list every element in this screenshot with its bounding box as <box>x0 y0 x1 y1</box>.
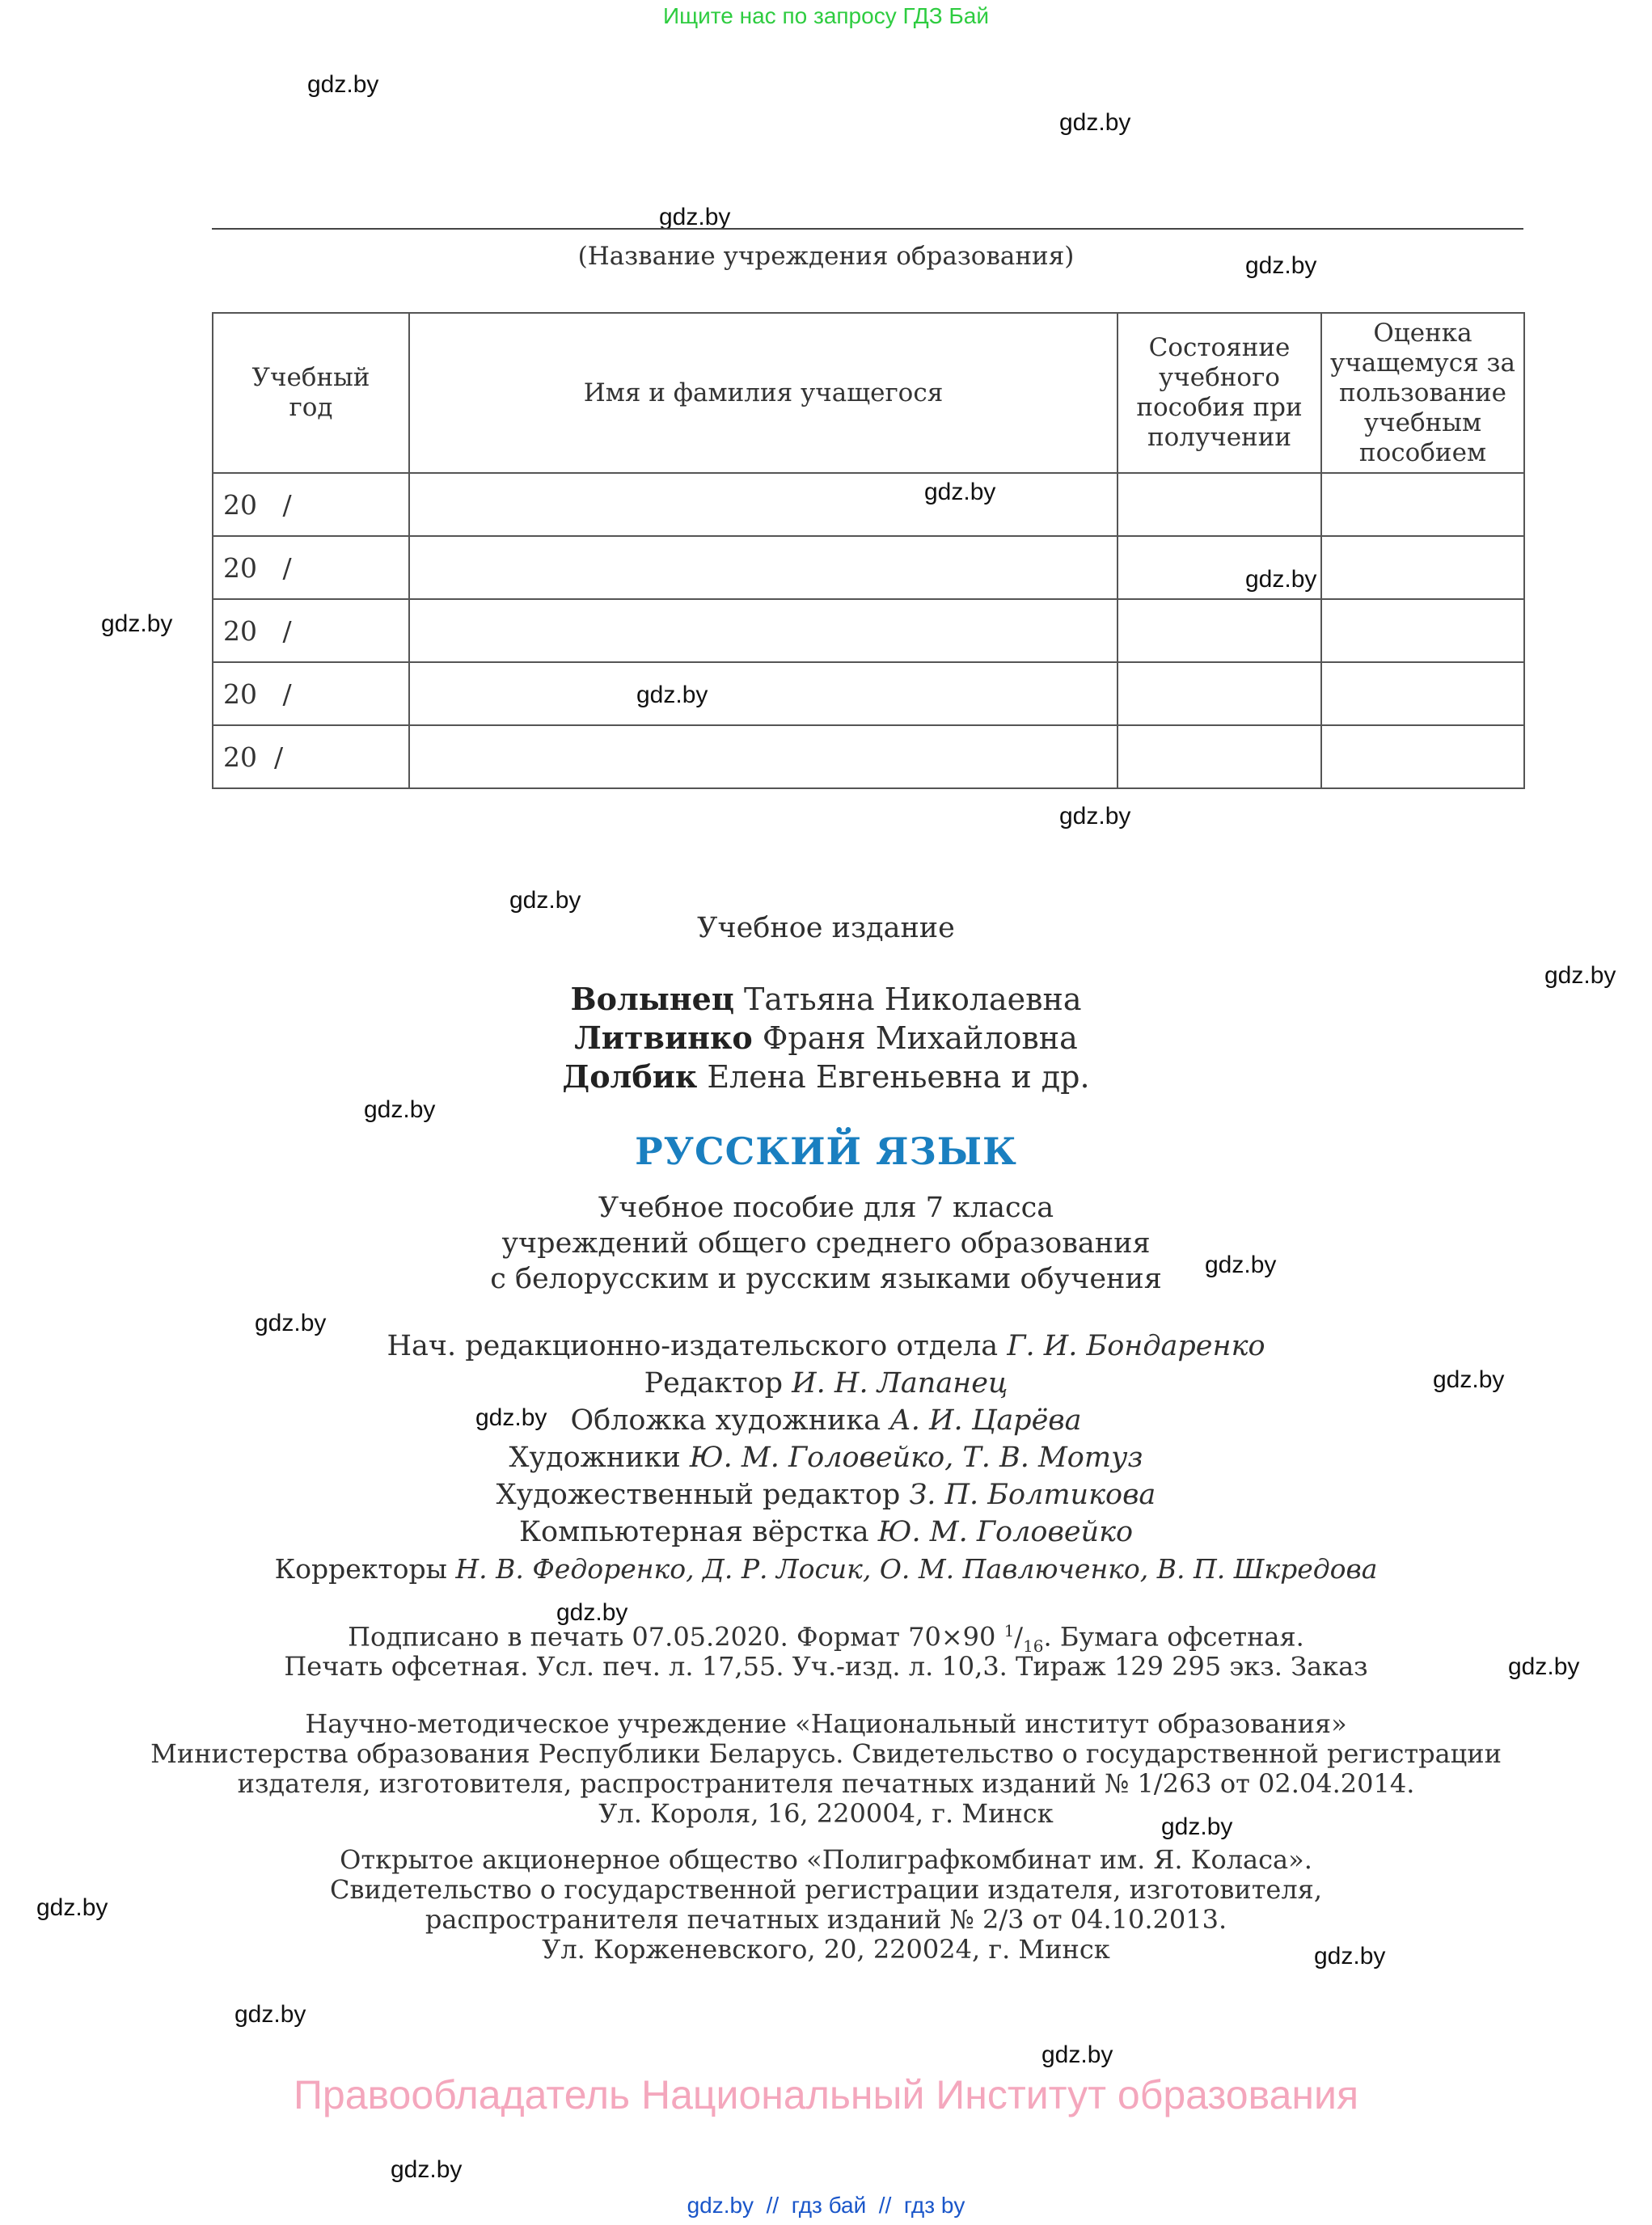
watermark: gdz.by <box>101 610 173 637</box>
student-cell <box>409 536 1118 599</box>
staff-role: Обложка художника <box>570 1404 881 1437</box>
author-surname: Литвинко <box>574 1020 753 1056</box>
watermark: gdz.by <box>1041 2041 1113 2068</box>
watermark: gdz.by <box>1205 1252 1277 1278</box>
grade-cell <box>1321 662 1524 725</box>
student-cell <box>409 473 1118 536</box>
watermark: gdz.by <box>1433 1366 1505 1393</box>
table-row <box>213 662 1524 725</box>
book-title: РУССКИЙ ЯЗЫК <box>635 1129 1017 1173</box>
institution-name-line <box>212 228 1523 230</box>
year-cell: 20 / <box>213 599 409 662</box>
year-cell: 20 / <box>213 473 409 536</box>
footer-links[interactable]: gdz.by // гдз бай // гдз by <box>687 2193 965 2218</box>
header-year: Учебный год <box>213 313 409 473</box>
paper-type: . Бумага офсетная. <box>1043 1621 1304 1653</box>
print-info-line: Печать офсетная. Усл. печ. л. 17,55. Уч.-изд. л. 10,3. Тираж 129 295 экз. Заказ <box>284 1651 1368 1682</box>
staff-person: Г. И. Бондаренко <box>1007 1330 1265 1362</box>
subtitle-line: Учебное пособие для 7 класса <box>598 1192 1054 1224</box>
watermark: gdz.by <box>1544 962 1616 989</box>
publisher-line: Научно-методическое учреждение «Национальный институт образования» <box>305 1708 1347 1739</box>
format-fraction-denominator: 16 <box>1023 1636 1044 1657</box>
staff-role: Компьютерная вёрстка <box>518 1516 869 1548</box>
watermark: gdz.by <box>234 2001 306 2028</box>
watermark: gdz.by <box>1245 566 1317 593</box>
condition-cell <box>1118 725 1321 788</box>
publisher-line: Министерства образования Республики Беларусь. Свидетельство о государственной регистрации <box>150 1738 1502 1769</box>
table-row <box>213 473 1524 536</box>
subtitle-line: учреждений общего среднего образования <box>501 1227 1151 1260</box>
watermark: gdz.by <box>364 1096 436 1123</box>
condition-cell <box>1118 536 1321 599</box>
staff-person: Ю. М. Головейко, Т. В. Мотуз <box>689 1442 1143 1474</box>
publisher-line: издателя, изготовителя, распространителя печатных изданий № 1/263 от 02.04.2014. <box>237 1768 1415 1799</box>
print-format: Подписано в печать 07.05.2020. Формат 70×90 <box>348 1621 996 1653</box>
author-given-name: Франя Михайловна <box>762 1020 1078 1056</box>
author-line <box>0 1020 1652 1056</box>
author-surname: Долбик <box>562 1058 698 1095</box>
author-given-name: Татьяна Николаевна <box>744 982 1082 1017</box>
author-given-name: Елена Евгеньевна и др. <box>707 1059 1090 1095</box>
staff-line <box>0 1404 1652 1437</box>
edition-type: Учебное издание <box>697 912 955 944</box>
printer-line: Свидетельство о государственной регистрации издателя, изготовителя, <box>329 1874 1323 1905</box>
watermark: gdz.by <box>1059 803 1131 830</box>
watermark: gdz.by <box>556 1599 628 1626</box>
staff-person: З. П. Болтикова <box>909 1479 1156 1511</box>
author-line <box>0 1058 1652 1095</box>
header-grade: Оценка учащемуся за пользование учебным пособием <box>1321 313 1524 473</box>
staff-line <box>0 1516 1652 1548</box>
staff-line <box>0 1442 1652 1474</box>
watermark: gdz.by <box>1245 252 1317 279</box>
watermark: gdz.by <box>1161 1813 1233 1840</box>
watermark: gdz.by <box>659 204 731 230</box>
staff-line <box>0 1367 1652 1400</box>
student-cell <box>409 725 1118 788</box>
subtitle-line: с белорусским и русским языками обучения <box>490 1263 1162 1295</box>
watermark: gdz.by <box>636 682 708 708</box>
watermark: gdz.by <box>1314 1943 1386 1970</box>
grade-cell <box>1321 599 1524 662</box>
institution-caption: (Название учреждения образования) <box>577 242 1075 271</box>
student-cell <box>409 662 1118 725</box>
staff-line <box>0 1553 1652 1585</box>
year-cell: 20 / <box>213 536 409 599</box>
table-row <box>213 599 1524 662</box>
staff-person: И. Н. Лапанец <box>792 1367 1008 1400</box>
condition-cell <box>1118 662 1321 725</box>
header-student-name: Имя и фамилия учащегося <box>409 313 1118 473</box>
watermark: gdz.by <box>255 1310 327 1336</box>
author-surname: Волынец <box>570 981 734 1017</box>
search-banner: Ищите нас по запросу ГДЗ Бай <box>662 3 990 28</box>
year-cell: 20 / <box>213 725 409 788</box>
author-line <box>0 981 1652 1017</box>
staff-line <box>0 1330 1652 1362</box>
publisher-line: Ул. Короля, 16, 220004, г. Минск <box>598 1798 1054 1829</box>
watermark: gdz.by <box>1508 1653 1580 1680</box>
watermark: gdz.by <box>307 71 379 98</box>
staff-person: Ю. М. Головейко <box>877 1516 1134 1548</box>
grade-cell <box>1321 725 1524 788</box>
year-cell: 20 / <box>213 662 409 725</box>
format-fraction-numerator: 1 <box>1003 1621 1015 1640</box>
format-fraction-separator: / <box>1014 1621 1024 1653</box>
staff-person: Н. В. Федоренко, Д. Р. Лосик, О. М. Павлюченко, В. П. Шкредова <box>455 1553 1378 1585</box>
watermark: gdz.by <box>1059 109 1131 136</box>
condition-cell <box>1118 473 1321 536</box>
printer-line: Ул. Корженевского, 20, 220024, г. Минск <box>542 1934 1110 1965</box>
grade-cell <box>1321 473 1524 536</box>
staff-role: Нач. редакционно-издательского отдела <box>387 1330 999 1362</box>
table-row <box>213 536 1524 599</box>
watermark: gdz.by <box>509 887 581 914</box>
printer-line: Открытое акционерное общество «Полиграфкомбинат им. Я. Коласа». <box>340 1844 1312 1875</box>
staff-role: Художественный редактор <box>496 1479 901 1511</box>
printer-line: распространителя печатных изданий № 2/3 от 04.10.2013. <box>425 1904 1227 1935</box>
staff-role: Корректоры <box>274 1553 447 1585</box>
staff-line <box>0 1479 1652 1511</box>
watermark: gdz.by <box>391 2156 463 2183</box>
condition-cell <box>1118 599 1321 662</box>
grade-cell <box>1321 536 1524 599</box>
watermark: gdz.by <box>924 479 996 505</box>
watermark: gdz.by <box>36 1894 108 1921</box>
table-row <box>213 725 1524 788</box>
student-cell <box>409 599 1118 662</box>
rights-holder: Правообладатель Национальный Институт образования <box>293 2072 1359 2117</box>
staff-role: Художники <box>509 1442 681 1474</box>
watermark: gdz.by <box>475 1404 547 1431</box>
table-header-row <box>213 313 1524 473</box>
staff-person: А. И. Царёва <box>889 1404 1082 1437</box>
textbook-usage-table <box>212 312 1525 789</box>
staff-role: Редактор <box>644 1367 784 1400</box>
header-condition: Состояние учебного пособия при получении <box>1118 313 1321 473</box>
